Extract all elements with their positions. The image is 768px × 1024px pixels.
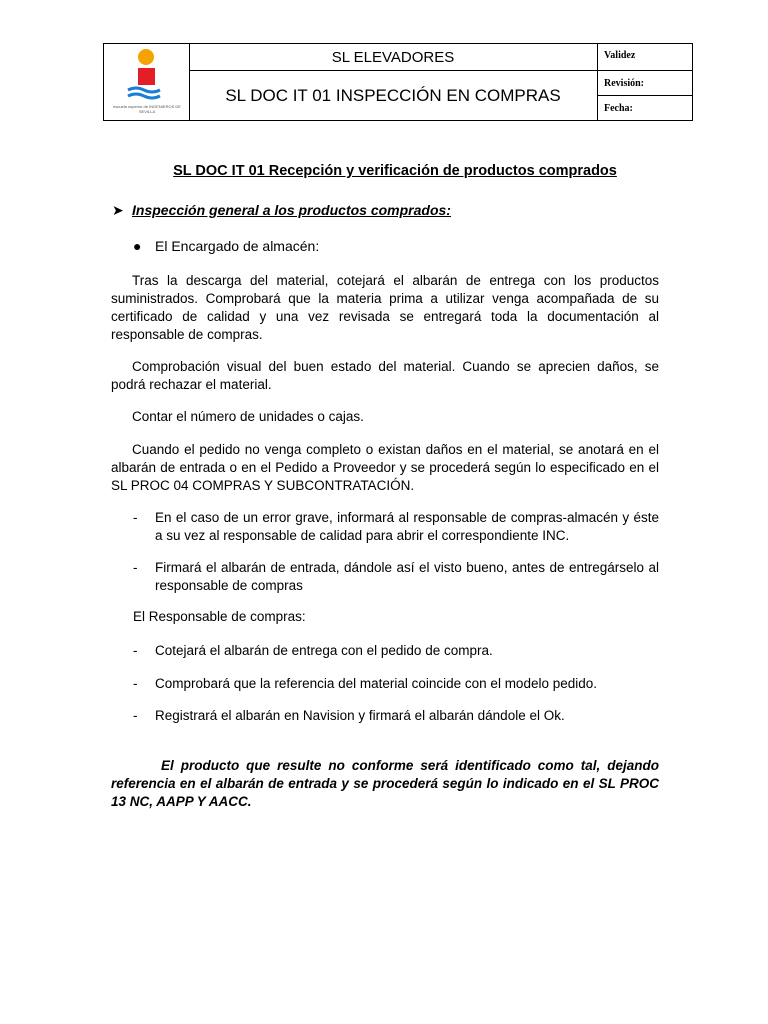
list-item-text: Comprobará que la referencia del material coincide con el modelo pedido. — [155, 676, 598, 691]
final-note-text: El producto que resulte no conforme será identificado como tal, dejando referencia en el albarán de entrada y se procederá según lo indicado en el SL PROC 13 NC, AAPP Y AACC. — [111, 758, 659, 809]
revision-label: Revisión: — [598, 71, 692, 96]
header-table — [103, 43, 693, 121]
responsable-label: El Responsable de compras: — [133, 609, 306, 624]
paragraph-3-text: Contar el número de unidades o cajas. — [132, 409, 364, 424]
document-title: SL DOC IT 01 Recepción y verificación de productos comprados — [173, 163, 617, 179]
paragraph-1 — [111, 272, 659, 344]
validez-label: Validez — [598, 44, 692, 71]
section-heading — [112, 202, 451, 219]
paragraph-1-text: Tras la descarga del material, cotejará el albarán de entrega con los productos suministrados. Comprobará que la materia prima a utilizar venga acompañada de su certificado de calidad y una vez revisada se entregará toda la documentación al responsable de compras. — [111, 273, 659, 342]
paragraph-4 — [111, 441, 659, 495]
round-bullet-icon: ● — [133, 238, 142, 254]
paragraph-3 — [111, 408, 659, 426]
list-item: - Firmará el albarán de entrada, dándole así el visto bueno, antes de entregárselo al responsable de compras — [133, 560, 659, 593]
list-item-text: Cotejará el albarán de entrega con el pedido de compra. — [155, 643, 493, 658]
bullet-label: El Encargado de almacén: — [155, 238, 320, 254]
list-item: - Cotejará el albarán de entrega con el pedido de compra. — [133, 642, 659, 660]
final-note — [111, 757, 659, 811]
list-item: - Registrará el albarán en Navision y firmará el albarán dándole el Ok. — [133, 707, 659, 725]
list-item-text: Firmará el albarán de entrada, dándole así el visto bueno, antes de entregárselo al responsable de compras — [155, 560, 659, 593]
list-item: - En el caso de un error grave, informará al responsable de compras-almacén y éste a su vez al responsable de calidad para abrir el correspondiente INC. — [133, 510, 659, 543]
paragraph-2-text: Comprobación visual del buen estado del material. Cuando se aprecien daños, se podrá rechazar el material. — [111, 359, 659, 392]
arrowhead-bullet-icon: ➤ — [112, 202, 124, 218]
school-logo-icon — [124, 46, 168, 104]
list-item-text: Registrará el albarán en Navision y firmará el albarán dándole el Ok. — [155, 708, 565, 723]
list-item-text: En el caso de un error grave, informará al responsable de compras-almacén y éste a su vez al responsable de calidad para abrir el correspondiente INC. — [155, 510, 659, 543]
list-item: - Comprobará que la referencia del material coincide con el modelo pedido. — [133, 675, 659, 693]
bullet-item — [133, 238, 319, 254]
paragraph-4-text: Cuando el pedido no venga completo o existan daños en el material, se anotará en el albarán de entrada o en el Pedido a Proveedor y se procederá según lo especificado en el SL PROC 04 COMPRAS Y SUBCONTRATACIÓN. — [111, 442, 659, 493]
paragraph-2 — [111, 358, 659, 394]
logo-caption: escuela superior de INGENIEROS DE SEVILLA — [113, 104, 181, 114]
company-name: SL ELEVADORES — [189, 44, 598, 71]
fecha-label: Fecha: — [604, 103, 633, 114]
header-document-title: SL DOC IT 01 INSPECCIÓN EN COMPRAS — [189, 71, 598, 120]
logo-cell — [104, 44, 190, 120]
section-heading-text: Inspección general a los productos comprados: — [132, 202, 451, 218]
